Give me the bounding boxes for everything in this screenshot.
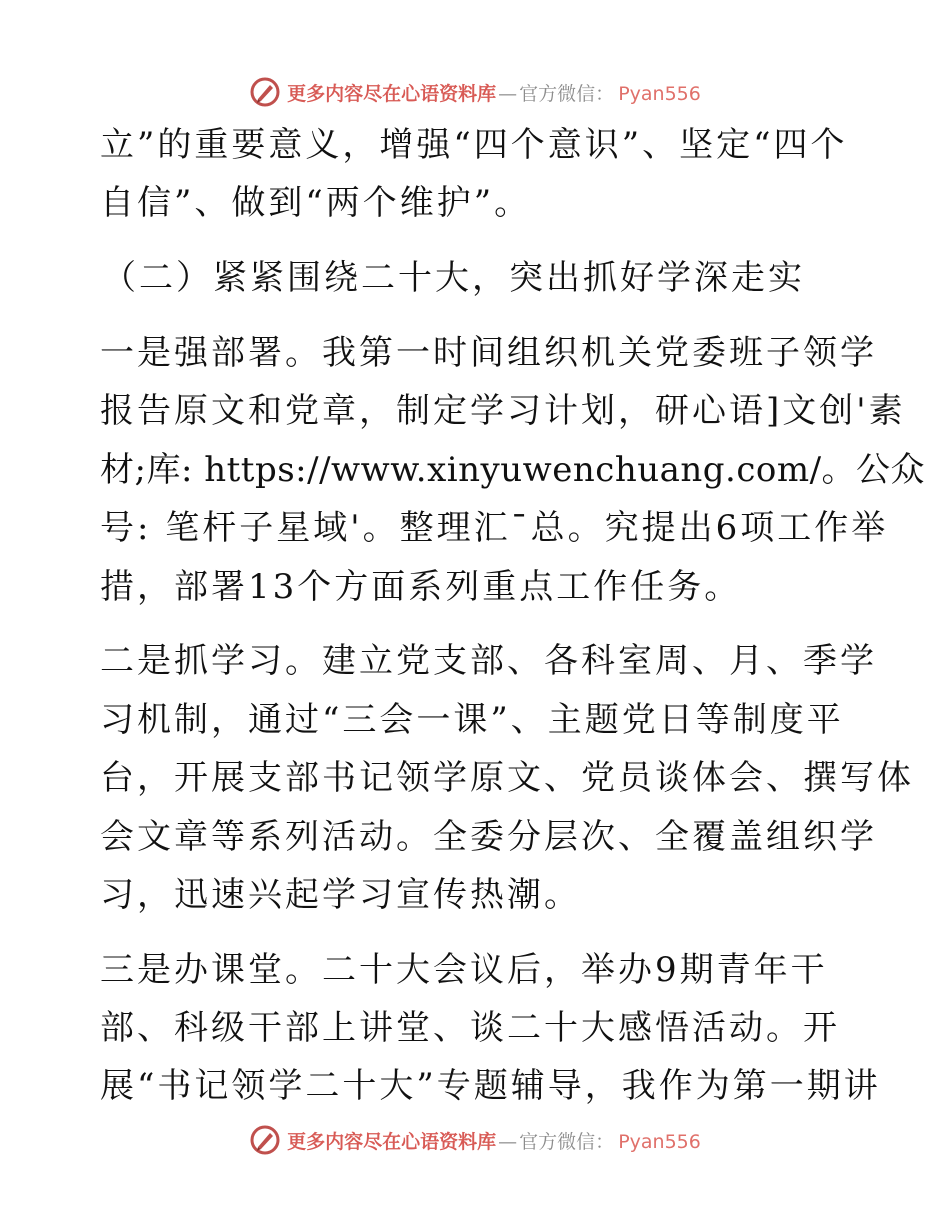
body-line-7: 号: 笔杆子星域'。整理汇¯总。究提出6项工作举: [100, 508, 889, 548]
watermark-text: [287, 1127, 701, 1154]
watermark-brand: 更多内容尽在心语资料库: [287, 82, 497, 105]
body-line-10: 习机制，通过“三会一课”、主题党日等制度平: [100, 700, 844, 740]
watermark-separator: —: [498, 82, 518, 105]
body-line-2: 自信”、做到“两个维护”。: [100, 183, 532, 223]
body-line-12: 会文章等系列活动。全委分层次、全覆盖组织学: [100, 817, 877, 857]
body-line-1: 立”的重要意义，增强“四个意识”、坚定“四个: [100, 125, 848, 165]
watermark-label: 官方微信：: [519, 82, 615, 105]
body-line-4: 一是强部署。我第一时间组织机关党委班子领学: [100, 333, 877, 373]
body-line-14: 三是办课堂。二十大会议后，举办9期青年干: [100, 950, 828, 990]
body-line-13: 习，迅速兴起学习宣传热潮。: [100, 875, 581, 915]
watermark-separator: —: [498, 1130, 518, 1153]
watermark-wechat-id: Pyan556: [618, 82, 701, 105]
pen-logo-icon: [249, 1124, 281, 1156]
body-line-15: 部、科级干部上讲堂、谈二十大感悟活动。开: [100, 1008, 840, 1048]
watermark-brand: 更多内容尽在心语资料库: [287, 1130, 497, 1153]
body-line-16: 展“书记领学二十大”专题辅导，我作为第一期讲: [100, 1066, 881, 1106]
watermark-wechat-id: Pyan556: [618, 1130, 701, 1153]
section-heading: （二）紧紧围绕二十大，突出抓好学深走实: [102, 258, 805, 298]
header-watermark: [0, 72, 950, 112]
watermark-label: 官方微信：: [519, 1130, 615, 1153]
watermark-text: [287, 79, 701, 106]
body-line-9: 二是抓学习。建立党支部、各科室周、月、季学: [100, 641, 877, 681]
body-line-6: 材;库: https://www.xinyuwenchuang.com/。公众: [100, 450, 926, 490]
footer-watermark: [0, 1120, 950, 1160]
body-line-11: 台，开展支部书记领学原文、党员谈体会、撰写体: [100, 758, 914, 798]
pen-logo-icon: [249, 76, 281, 108]
body-line-5: 报告原文和党章，制定学习计划，研心语]文创'素: [100, 391, 906, 431]
body-line-8: 措，部署13个方面系列重点工作任务。: [100, 567, 742, 607]
